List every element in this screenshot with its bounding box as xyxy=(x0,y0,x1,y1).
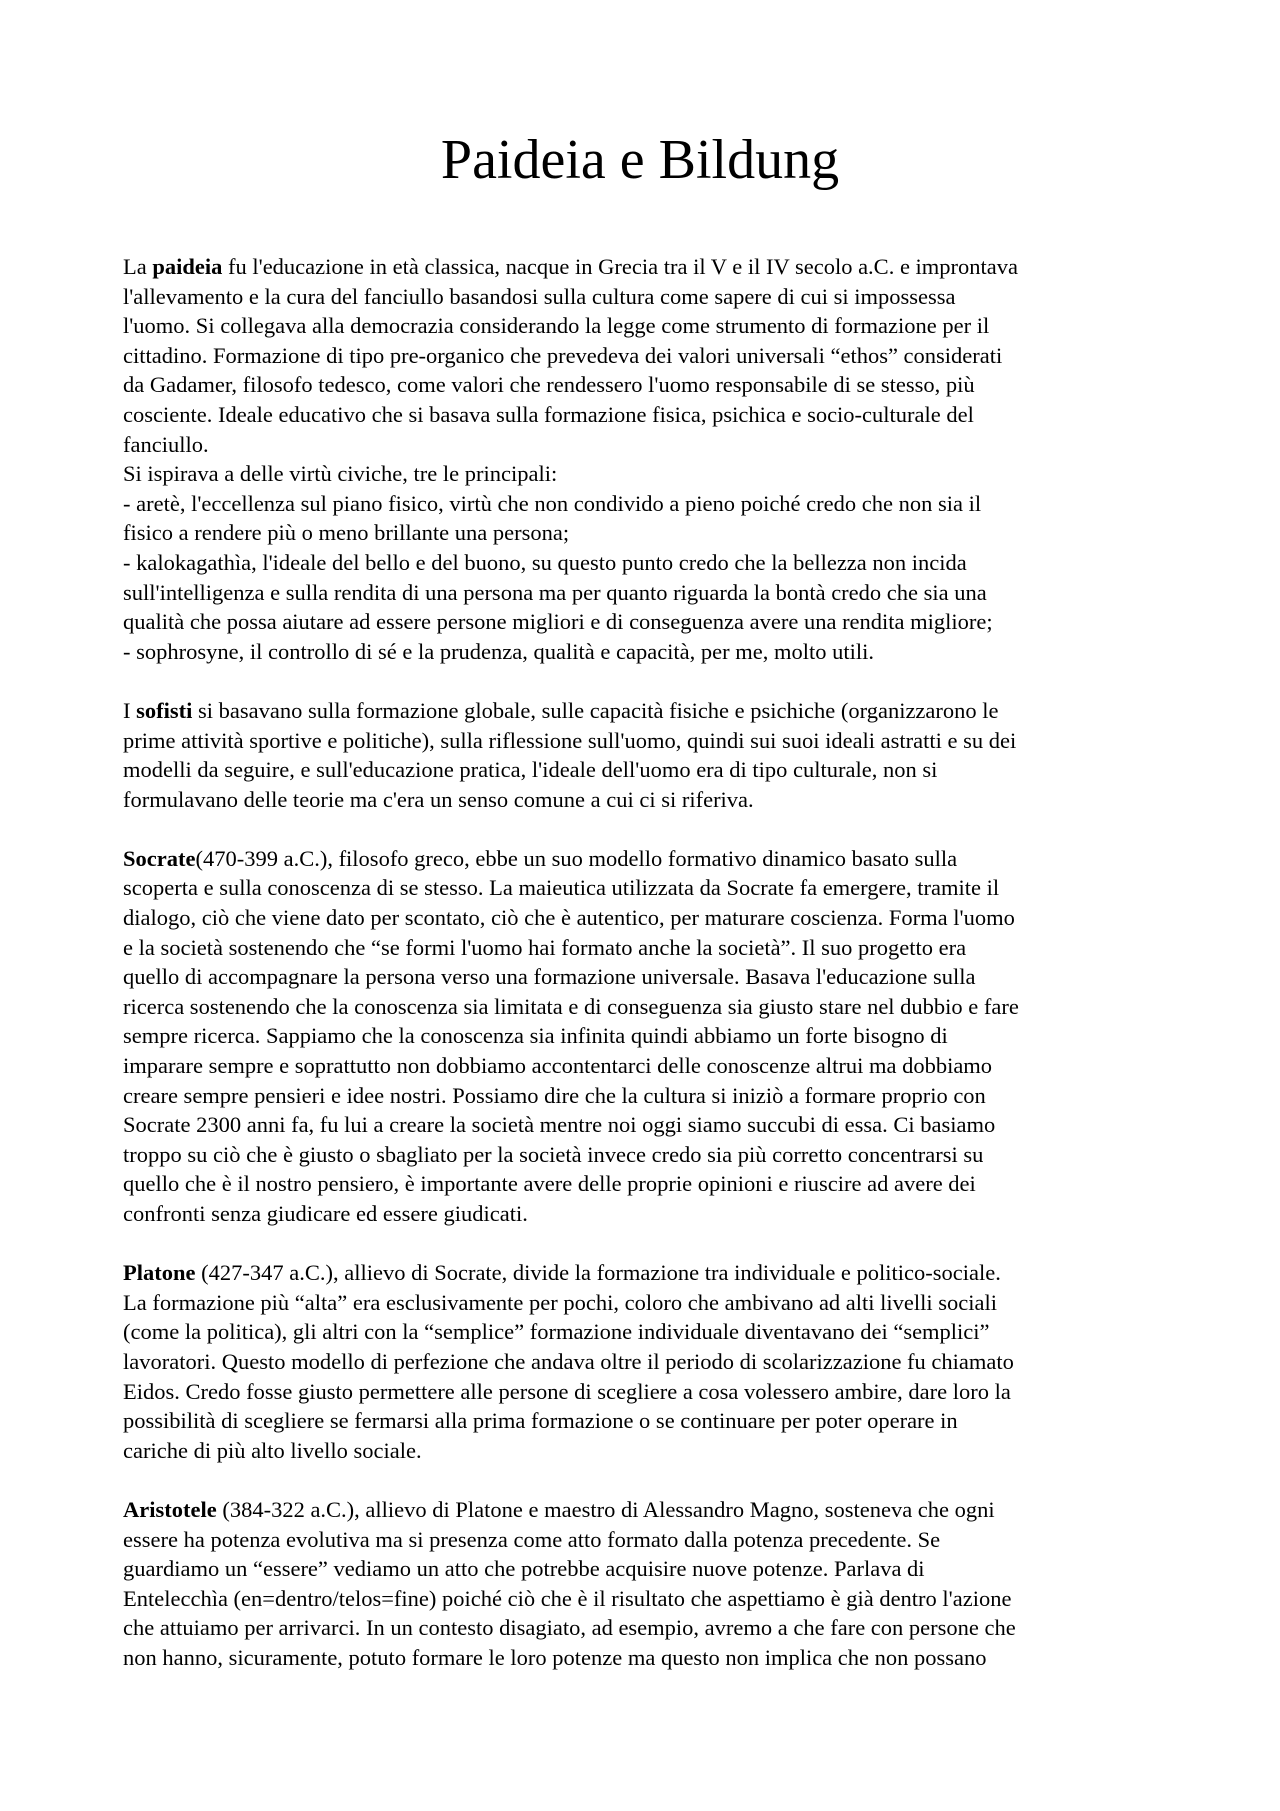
text-line: fanciullo. xyxy=(123,431,209,457)
text-line: cittadino. Formazione di tipo pre-organico che prevedeva dei valori universali “ethos” considerati xyxy=(123,342,1003,368)
text-line: da Gadamer, filosofo tedesco, come valori che rendessero l'uomo responsabile di se stesso, più xyxy=(123,372,975,398)
text-line: - aretè, l'eccellenza sul piano fisico, virtù che non condivido a pieno poiché credo che non sia il xyxy=(123,490,982,516)
text-line: fisico a rendere più o meno brillante una persona; xyxy=(123,520,570,546)
text-line: Socrate 2300 anni fa, fu lui a creare la società mentre noi oggi siamo succubi di essa. Ci basiamo xyxy=(123,1112,996,1138)
text-line: non hanno, sicuramente, potuto formare le loro potenze ma questo non implica che non possano xyxy=(123,1644,987,1670)
text-line: La formazione più “alta” era esclusivamente per pochi, coloro che ambivano ad alti livelli sociali xyxy=(123,1289,998,1315)
text-line: sull'intelligenza e sulla rendita di una persona ma per quanto riguarda la bontà credo che sia una xyxy=(123,579,987,605)
text-line: creare sempre pensieri e idee nostri. Possiamo dire che la cultura si iniziò a formare proprio con xyxy=(123,1082,986,1108)
text-line: guardiamo un “essere” vediamo un atto che potrebbe acquisire nuove potenze. Parlava di xyxy=(123,1556,925,1582)
paragraph-2 xyxy=(123,696,1163,814)
text-line: Eidos. Credo fosse giusto permettere alle persone di scegliere a cosa volessero ambire, dare loro la xyxy=(123,1378,1011,1404)
bold-term: Aristotele xyxy=(123,1496,217,1522)
text-line: lavoratori. Questo modello di perfezione che andava oltre il periodo di scolarizzazione fu chiamato xyxy=(123,1348,1014,1374)
text-line: l'uomo. Si collegava alla democrazia considerando la legge come strumento di formazione per il xyxy=(123,313,990,339)
text-line: modelli da seguire, e sull'educazione pratica, l'ideale dell'uomo era di tipo culturale, non si xyxy=(123,757,938,783)
paragraph-5 xyxy=(123,1495,1163,1673)
text-line: che attuiamo per arrivarci. In un contesto disagiato, ad esempio, avremo a che fare con persone che xyxy=(123,1615,1016,1641)
bold-term: sofisti xyxy=(136,697,193,723)
text-line: - kalokagathìa, l'ideale del bello e del buono, su questo punto credo che la bellezza non incida xyxy=(123,549,967,575)
text-line: qualità che possa aiutare ad essere persone migliori e di conseguenza avere una rendita migliore; xyxy=(123,609,993,635)
paragraph-4 xyxy=(123,1258,1163,1465)
text-line: (come la politica), gli altri con la “semplice” formazione individuale diventavano dei “semplici” xyxy=(123,1319,990,1345)
text-line: Socrate(470-399 a.C.), filosofo greco, ebbe un suo modello formativo dinamico basato sulla xyxy=(123,845,958,871)
bold-term: Platone xyxy=(123,1260,196,1286)
text-line: troppo su ciò che è giusto o sbagliato per la società invece credo sia più corretto concentrarsi su xyxy=(123,1141,984,1167)
text-line: Si ispirava a delle virtù civiche, tre le principali: xyxy=(123,461,558,487)
text-line: prime attività sportive e politiche), sulla riflessione sull'uomo, quindi sui suoi ideali astratti e su dei xyxy=(123,727,1017,753)
text-line: e la società sostenendo che “se formi l'uomo hai formato anche la società”. Il suo progetto era xyxy=(123,934,967,960)
text-line: essere ha potenza evolutiva ma si presenza come atto formato dalla potenza precedente. Se xyxy=(123,1526,941,1552)
bold-term: Socrate xyxy=(123,845,196,871)
text-line: Platone (427-347 a.C.), allievo di Socrate, divide la formazione tra individuale e politico-sociale. xyxy=(123,1260,1001,1286)
text-line: l'allevamento e la cura del fanciullo basandosi sulla cultura come sapere di cui si impossessa xyxy=(123,283,956,309)
paragraph-1 xyxy=(123,252,1163,666)
text-line: Aristotele (384-322 a.C.), allievo di Platone e maestro di Alessandro Magno, sosteneva che ogni xyxy=(123,1496,995,1522)
text-line: ricerca sostenendo che la conoscenza sia limitata e di conseguenza sia giusto stare nel dubbio e fare xyxy=(123,993,1019,1019)
text-line: dialogo, ciò che viene dato per scontato, ciò che è autentico, per maturare coscienza. Forma l'uomo xyxy=(123,905,1015,931)
text-line: cosciente. Ideale educativo che si basava sulla formazione fisica, psichica e socio-culturale del xyxy=(123,401,974,427)
text-line: La paideia fu l'educazione in età classica, nacque in Grecia tra il V e il IV secolo a.C. e improntava xyxy=(123,254,1019,279)
paragraph-3 xyxy=(123,844,1163,1229)
text-line: confronti senza giudicare ed essere giudicati. xyxy=(123,1201,528,1226)
document-body xyxy=(123,252,1163,1673)
text-line: possibilità di scegliere se fermarsi alla prima formazione o se continuare per poter operare in xyxy=(123,1408,958,1434)
document-title: Paideia e Bildung xyxy=(440,129,840,191)
bold-term: paideia xyxy=(152,254,223,279)
text-line: I sofisti si basavano sulla formazione globale, sulle capacità fisiche e psichiche (organizzarono le xyxy=(123,697,999,723)
text-line: formulavano delle teorie ma c'era un senso comune a cui ci si riferiva. xyxy=(123,786,754,812)
paragraph-spacer xyxy=(123,666,1163,696)
text-line: - sophrosyne, il controllo di sé e la prudenza, qualità e capacità, per me, molto utili. xyxy=(123,638,875,664)
text-line: scoperta e sulla conoscenza di se stesso. La maieutica utilizzata da Socrate fa emergere, tramite il xyxy=(123,875,1000,901)
text-line: quello che è il nostro pensiero, è importante avere delle proprie opinioni e riuscire ad avere dei xyxy=(123,1171,976,1197)
text-line: cariche di più alto livello sociale. xyxy=(123,1437,422,1463)
paragraph-spacer xyxy=(123,1229,1163,1259)
paragraph-spacer xyxy=(123,814,1163,844)
text-line: quello di accompagnare la persona verso una formazione universale. Basava l'educazione sulla xyxy=(123,964,976,990)
text-line: imparare sempre e soprattutto non dobbiamo accontentarci delle conoscenze altrui ma dobbiamo xyxy=(123,1053,993,1079)
text-line: Entelecchìa (en=dentro/telos=fine) poiché ciò che è il risultato che aspettiamo è già dentro l'azione xyxy=(123,1585,1012,1611)
paragraph-spacer xyxy=(123,1465,1163,1495)
text-line: sempre ricerca. Sappiamo che la conoscenza sia infinita quindi abbiamo un forte bisogno di xyxy=(123,1023,948,1049)
